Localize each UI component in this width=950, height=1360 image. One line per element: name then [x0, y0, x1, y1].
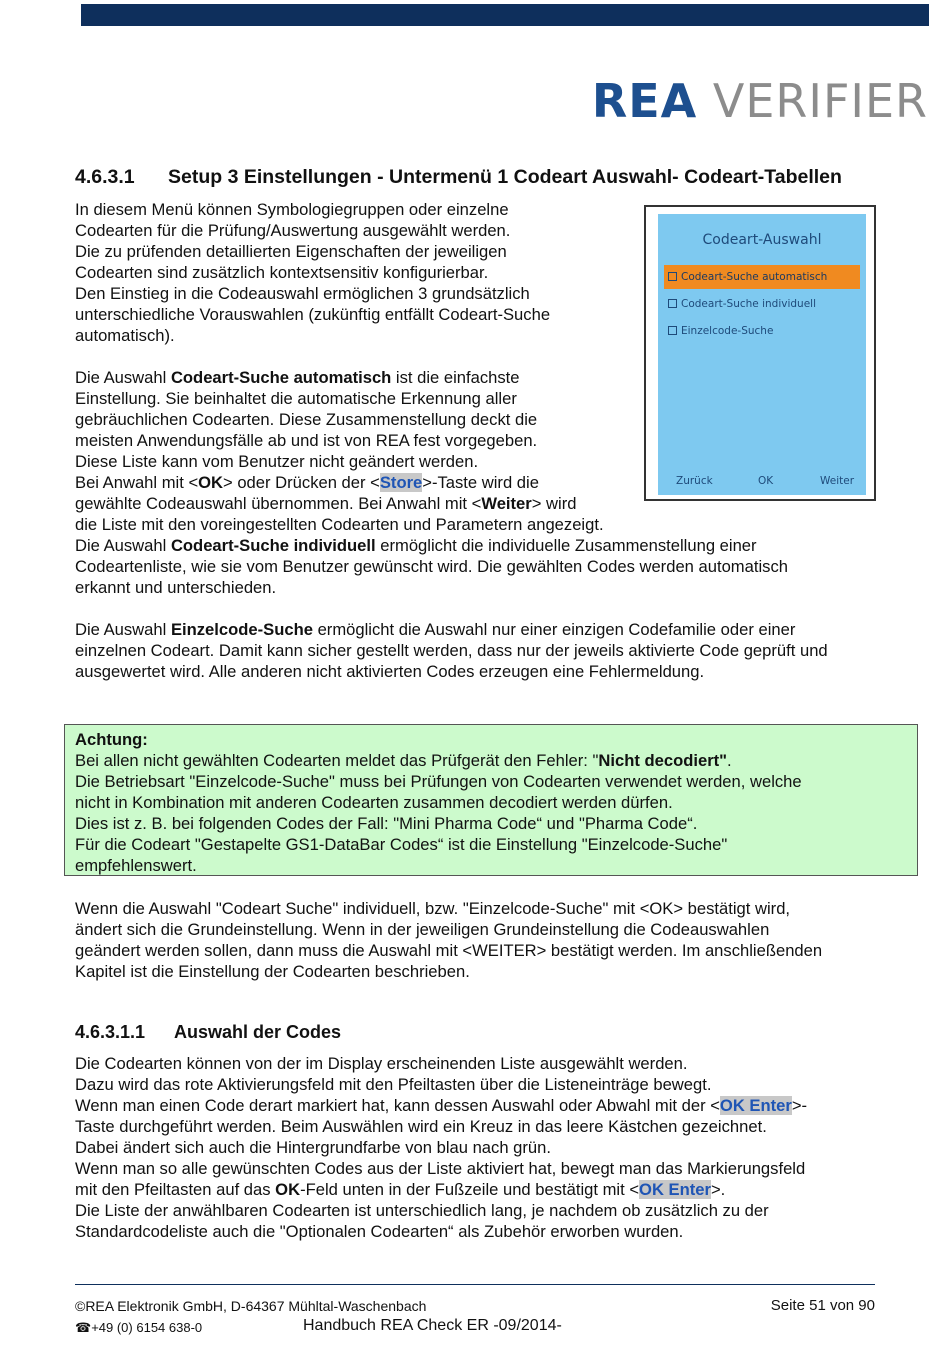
- checkbox-icon: [668, 299, 677, 308]
- subsection-number: 4.6.3.1.1: [75, 1022, 146, 1042]
- warning-box: Achtung: Bei allen nicht gewählten Codearten meldet das Prüfgerät den Fehler: "Nicht decodiert". Die Betriebsart "Einzelcode-Suche" muss bei Prüfungen von Codearten verwendet werden, welche nicht in Kombination mit anderen Codearten zusammen decodiert werden dürfen. Dies ist z. B. bei folgenden Codes der Fall: "Mini Pharma Code“ und "Pharma Code“. Für die Codeart "Gestapelte GS1-DataBar Codes“ ist die Einstellung "Einzelcode-Suche" empfehlenswert.: [64, 724, 918, 876]
- intro-paragraph: In diesem Menü können Symbologiegruppen oder einzelne Codearten für die Prüfung/Auswertung ausgewählt werden. Die zu prüfenden detaillierten Eigenschaften der jeweiligen Codearten sind zusätzlich kontextsensitiv konfigurierbar. Den Einstieg in die Codeauswahl ermöglichen 3 grundsätzlich unterschiedliche Vorauswahlen (zukünftig entfällt Codeart-Suche automatisch).: [75, 200, 551, 345]
- after-notice-paragraph: Wenn die Auswahl "Codeart Suche" individuell, bzw. "Einzelcode-Suche" mit <OK> bestätigt wird, ändert sich die Grundeinstellung. Wenn in der jeweiligen Grundeinstellung die Codeauswahlen geändert werden sollen, dann muss die Auswahl mit <WEITER> bestätigt werden. Im anschließenden Kapitel ist die Einstellung der Codearten beschrieben.: [75, 899, 823, 981]
- page-number: Seite 51 von 90: [770, 1297, 875, 1314]
- subsection-heading: [75, 1022, 341, 1043]
- single-code-paragraph: Die Auswahl Einzelcode-Suche ermöglicht die Auswahl nur einer einzigen Codefamilie oder einer einzelnen Codeart. Damit kann sicher gestellt werden, dass nur der jeweils aktivierte Code geprüft und ausgewertet wird. Alle anderen nicht aktivierten Codes erzeugen eine Fehlermeldung.: [75, 620, 828, 681]
- screen-title: Codeart-Auswahl: [702, 232, 822, 248]
- subsection-title: Auswahl der Codes: [174, 1022, 342, 1042]
- footer-company: ©REA Elektronik GmbH, D-64367 Mühltal-Waschenbach: [75, 1298, 427, 1314]
- menu-item-individual-search[interactable]: Codeart-Suche individuell: [664, 292, 860, 316]
- codes-selection-paragraph: Die Codearten können von der im Display erscheinenden Liste ausgewählt werden. Dazu wird das rote Aktivierungsfeld mit den Pfeiltasten über die Listeneinträge bewegt. Wenn man einen Code derart markiert hat, kann dessen Auswahl oder Abwahl mit der <OK Enter>- Taste durchgeführt werden. Beim Auswählen wird ein Kreuz in das leere Kästchen gezeichnet. Dabei ändert sich auch die Hintergrundfarbe von blau nach grün. Wenn man so alle gewünschten Codes aus der Liste aktiviert hat, bewegt man das Markierungsfeld mit den Pfeiltasten auf das OK-Feld unten in der Fußzeile und bestätigt mit <OK Enter>. Die Liste der anwählbaren Codearten ist unterschiedlich lang, je nachdem ob zusätzlich zu der Standardcodeliste auch die "Optionalen Codearten“ als Zubehör erworben wurden.: [75, 1054, 808, 1241]
- back-button[interactable]: Zurück: [676, 475, 713, 487]
- device-screenshot: [644, 205, 876, 501]
- checkbox-icon: [668, 272, 677, 281]
- next-button[interactable]: Weiter: [820, 475, 855, 487]
- auto-search-paragraph: Die Auswahl Codeart-Suche automatisch ist die einfachste Einstellung. Sie beinhaltet die automatische Erkennung aller gebräuchlichen Codearten. Diese Zusammenstellung deckt die meisten Anwendungsfälle ab und ist von REA fest vorgegeben. Diese Liste kann vom Benutzer nicht geändert werden. Bei Anwahl mit <OK> oder Drücken der <Store>-Taste wird die gewählte Codeauswahl übernommen. Bei Anwahl mit <Weiter> wird die Liste mit den voreingestellten Codearten und Parametern angezeigt. Die Auswahl Codeart-Suche individuell ermöglicht die individuelle Zusammenstellung einer Codeartenliste, wie sie vom Benutzer gewünscht wird. Die gewählten Codes werden automatisch erkannt und unterschieden.: [75, 368, 788, 597]
- header-bar: [81, 4, 929, 26]
- section-title: Setup 3 Einstellungen - Untermenü 1 Codeart Auswahl- Codeart-Tabellen: [168, 166, 842, 188]
- footer-phone: ☎+49 (0) 6154 638-0: [75, 1320, 203, 1335]
- section-heading: [75, 166, 842, 189]
- section-number: 4.6.3.1: [75, 166, 135, 188]
- menu-item-single-code-search[interactable]: Einzelcode-Suche: [664, 319, 860, 343]
- footer-handbook: Handbuch REA Check ER -09/2014-: [303, 1317, 562, 1334]
- store-key-highlight: Store: [379, 473, 423, 492]
- warning-title: Achtung:: [75, 730, 148, 749]
- checkbox-icon: [668, 326, 677, 335]
- menu-item-auto-search[interactable]: Codeart-Suche automatisch: [664, 265, 860, 289]
- ok-button[interactable]: OK: [758, 475, 774, 487]
- rea-verifier-logo: REA VERIFIER: [591, 74, 928, 128]
- device-screen: [658, 214, 866, 495]
- ok-enter-highlight: OK Enter: [639, 1180, 711, 1199]
- footer-divider: [75, 1284, 875, 1285]
- ok-enter-highlight: OK Enter: [719, 1096, 792, 1115]
